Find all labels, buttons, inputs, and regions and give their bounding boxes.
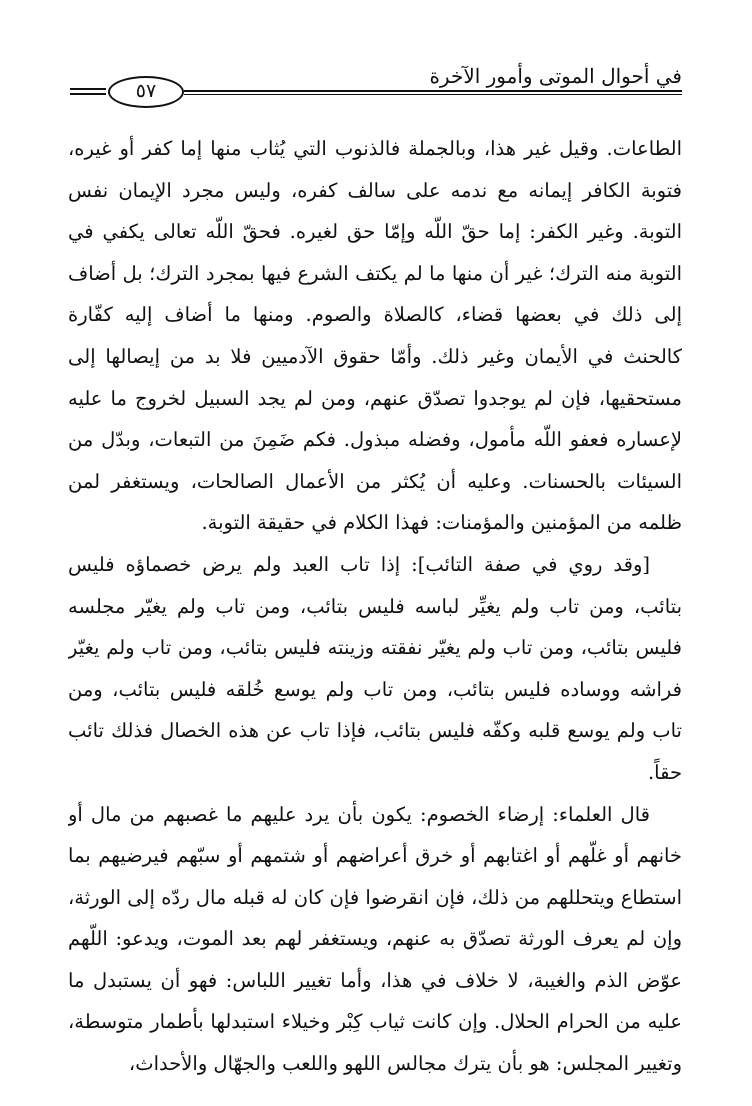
header-left-rule: [70, 88, 106, 95]
body-text: [68, 128, 682, 1078]
running-header: [70, 64, 682, 104]
paragraph-2: [وقد روي في صفة التائب]: إذا تاب العبد ولم يرض خصماؤه فليس بتائب، ومن تاب ولم يغيِّر لباسه فليس بتائب، ومن تاب ولم يغيّر مجلسه فليس بتائب، ومن تاب ولم يغيّر نفقته وزينته فليس بتائب، ومن تاب ولم يغيّر فراشه ووساده فليس بتائب، ومن تاب ولم يوسع خُلقه فليس بتائب، ومن تاب ولم يوسع قلبه وكفّه فليس بتائب، فإذا تاب عن هذه الخصال فذلك تائب حقاً.: [68, 552, 682, 784]
page-number: ٥٧: [108, 76, 184, 108]
header-rule: [184, 90, 682, 95]
running-title: في أحوال الموتى وأمور الآخرة: [429, 64, 682, 88]
paragraph-1: الطاعات. وقيل غير هذا، وبالجملة فالذنوب التي يُثاب منها إما كفر أو غيره، فتوبة الكافر إيمانه مع ندمه على سالف كفره، وليس مجرد الإيمان نفس التوبة. وغير الكفر: إما حقّ اللّه وإمّا حق لغيره. فحقّ اللّه تعالى يكفي في التوبة منه الترك؛ غير أن منها ما لم يكتف الشرع فيها بمجرد الترك؛ بل أضاف إلى ذلك في بعضها قضاء، كالصلاة والصوم. ومنها ما أضاف إليه كفّارة كالحنث في الأيمان وغير ذلك. وأمّا حقوق الآدميين فلا بد من إيصالها إلى مستحقيها، فإن لم يوجدوا تصدّق عنهم، ومن لم يجد السبيل لخروج ما عليه لإعساره فعفو اللّه مأمول، وفضله مبذول. فكم ضَمِنَ من التبعات، وبدّل من السيئات بالحسنات. وعليه أن يُكثر من الأعمال الصالحات، ويستغفر لمن ظلمه من المؤمنين والمؤمنات: فهذا الكلام في حقيقة التوبة.: [68, 137, 682, 535]
paragraph-3: قال العلماء: إرضاء الخصوم: يكون بأن يرد عليهم ما غصبهم من مال أو خانهم أو غلّهم أو اغتابهم أو خرق أعراضهم أو شتمهم أو سبّهم فيرضيهم بما استطاع ويتحللهم من ذلك، فإن انقرضوا فإن كان له قبله مال ردّه إلى الورثة، وإن لم يعرف الورثة تصدّق به عنهم، ويستغفر لهم بعد الموت، ويدعو: اللّهم عوّض الذم والغيبة، لا خلاف في هذا، وأما تغيير اللباس: فهو أن يستبدل ما عليه من الحرام الحلال. وإن كانت ثياب كِبْر وخيلاء استبدلها بأطمار متوسطة، وتغيير المجلس: هو بأن يترك مجالس اللهو واللعب والجهّال والأحداث،: [68, 802, 682, 1076]
